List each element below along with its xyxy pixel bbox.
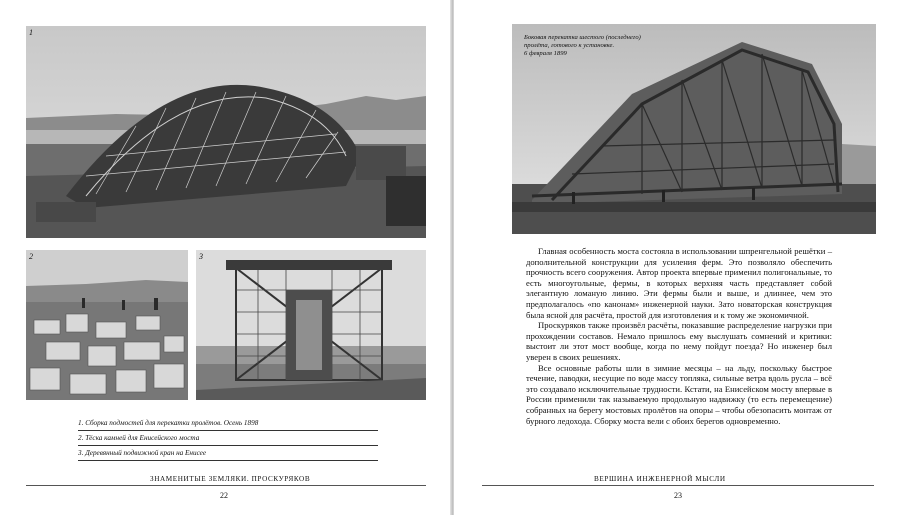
footer-rule-right: [482, 485, 874, 486]
overlay-caption-line-2: пролёта, готового к установке.: [524, 42, 615, 49]
caption-1: 1. Сборка подмостей для перекатки пролётов. Осень 1898: [78, 416, 378, 431]
photo-stone-cutting: [26, 250, 188, 400]
caption-2: 2. Тёска камней для Енисейского моста: [78, 431, 378, 446]
paragraph-2: Проскуряков также произвёл расчёты, показавшие распределение нагрузки при прохождении составов. Немало пришлось ему выслушать сомнений и критики: выстоит ли этот мост вообще, когда по нему пойдут поезда? Но инженер был уверен в своих решениях.: [526, 320, 832, 362]
running-head-right: ВЕРШИНА ИНЖЕНЕРНОЙ МЫСЛИ: [594, 475, 726, 483]
article-text: [526, 246, 832, 426]
footer-rule-left: [26, 485, 426, 486]
paragraph-1: Главная особенность моста состояла в использовании шпренгельной решётки – дополнительной конструкции для усиления ферм. Это позволяло обеспечить прочность всего сооружения. Автор проекта впервые применил полигональные, то есть многоугольные, фермы, в которых верхняя часть представляет собой элегантную ломаную линию. Эти фермы были и выше, и длиннее, чем это предполагалось «по канонам» инженерной науки. Зато новаторская конструкция была ясной для расчёта, простой для изготовления и к тому же экономичной.: [526, 246, 832, 320]
photo-wooden-crane: [196, 250, 426, 400]
photo-bridge-scaffolding: [26, 26, 426, 238]
photo-number-1: 1: [29, 28, 33, 37]
photo-overlay-caption: [524, 34, 684, 58]
running-head-left: ЗНАМЕНИТЫЕ ЗЕМЛЯКИ. ПРОСКУРЯКОВ: [150, 475, 311, 483]
paragraph-3: Все основные работы шли в зимние месяцы – на льду, поскольку быстрое течение, паводки, несущие по воде массу топляка, сильные ветра вдоль русла – всё это создавало исключительные трудности. Кстати, на Енисейском мосту впервые в России применили так называемую продольную надвижку (то есть перемещение) собранных на берегу мостовых пролётов на опоры – чтобы обезопасить монтаж от бурного ледохода. Сборку моста вели с обоих берегов одновременно.: [526, 362, 832, 426]
overlay-caption-line-1: Боковая перекатка шестого (последнего): [524, 34, 641, 41]
page-number-left: 22: [220, 491, 228, 500]
caption-3: 3. Деревянный подвижной кран на Енисее: [78, 446, 378, 461]
right-page: [454, 0, 900, 515]
photo-number-3: 3: [199, 252, 203, 261]
overlay-caption-line-3: 6 февраля 1899: [524, 50, 567, 57]
photo-captions: [78, 416, 378, 461]
page-number-right: 23: [674, 491, 682, 500]
photo-number-2: 2: [29, 252, 33, 261]
